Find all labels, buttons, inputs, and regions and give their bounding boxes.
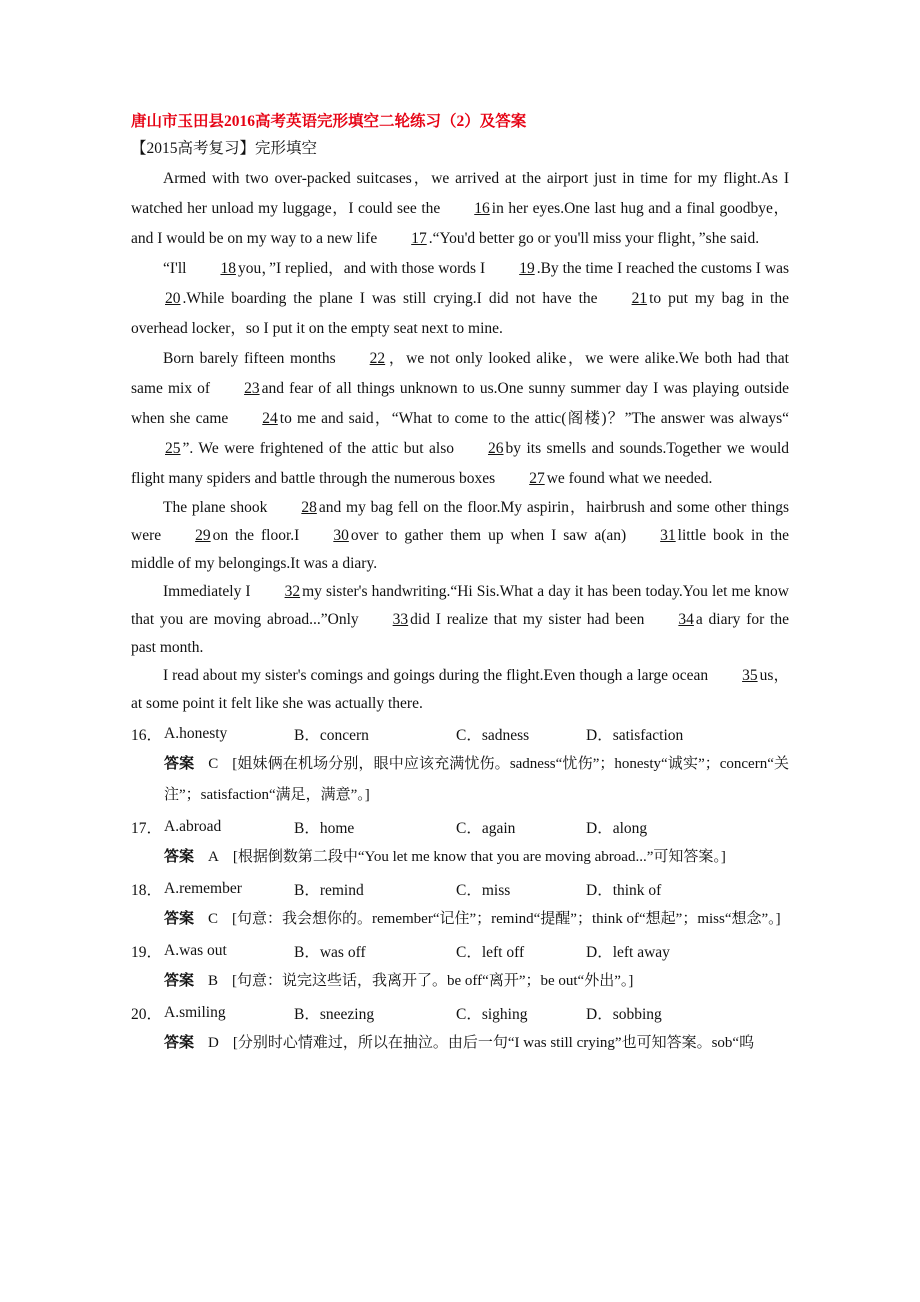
blank-30: 30 (333, 527, 349, 544)
passage-paragraph-1 (131, 164, 789, 254)
option-c: C．again (456, 819, 516, 837)
option-b: B．sneezing (294, 1005, 375, 1023)
blank-35: 35 (742, 667, 758, 684)
passage-text: my sister's handwriting.“Hi Sis.What a day it has been today.You let me know that you are moving abroad...”Only (131, 583, 789, 628)
blank-22: 22 (369, 350, 386, 367)
passage-text: ，we not only looked alike，we were alike.We both had that same mix of (131, 350, 789, 397)
blank-25: 25 (165, 440, 181, 457)
option-c: C．left off (456, 943, 525, 961)
option-a: A.smiling (164, 1003, 226, 1021)
passage-text: Born barely fifteen months (163, 350, 336, 367)
option-c: C．sighing (456, 1005, 528, 1023)
answer-label: 答案 (164, 756, 195, 772)
answer-explanation: [句意：说完这些话，我离开了。be off“离开”；be out“外出”。] (232, 973, 634, 989)
option-a: A.remember (164, 879, 242, 897)
blank-34: 34 (678, 611, 694, 628)
answer-explanation: [根据倒数第二段中“You let me know that you are moving abroad...”可知答案。] (232, 849, 726, 865)
passage-text: and my bag fell on the floor.My aspirin，hairbrush and some other things were (131, 499, 790, 544)
passage-text: us，at some point it felt like she was actually there. (131, 667, 789, 712)
blank-31: 31 (660, 527, 676, 544)
answer-key: D (208, 1035, 219, 1051)
blank-18: 18 (220, 260, 236, 277)
answer-key: A (208, 849, 219, 865)
passage-text: Immediately I (163, 583, 251, 600)
answer-key: B (208, 973, 219, 989)
blank-26: 26 (488, 440, 504, 457)
option-b: B．was off (294, 943, 366, 961)
option-b: B．remind (294, 881, 364, 899)
option-d: D．sobbing (586, 1005, 662, 1023)
question-number: 19． (131, 943, 163, 961)
passage-text: The plane shook (163, 499, 268, 516)
blank-21: 21 (631, 290, 648, 307)
passage-text: in her eyes.One last hug and a final goodbye，and I would be on my way to a new life (131, 200, 789, 247)
passage-text: we found what we needed. (546, 470, 713, 487)
blank-27: 27 (529, 470, 545, 487)
passage-text: to put my bag in the overhead locker，so I put it on the empty seat next to mine. (131, 290, 789, 337)
option-b: B．home (294, 819, 355, 837)
passage-paragraph-3 (131, 344, 789, 494)
blank-32: 32 (284, 583, 301, 600)
passage-text: and fear of all things unknown to us.One sunny summer day I was playing outside when she came (131, 380, 789, 427)
answer-block (131, 966, 789, 997)
question-row (131, 997, 789, 1028)
passage-paragraph-5 (131, 578, 789, 662)
question-row (131, 811, 789, 842)
option-c: C．sadness (456, 726, 530, 744)
question-number: 16． (131, 726, 163, 744)
passage-text: .“You'd better go or you'll miss your flight，”she said. (428, 230, 760, 247)
passage-paragraph-6 (131, 662, 789, 718)
answer-key: C (208, 756, 219, 772)
passage-paragraph-4 (131, 494, 789, 578)
option-a: A.abroad (164, 817, 222, 835)
blank-24: 24 (262, 410, 278, 427)
option-a: A.honesty (164, 724, 228, 742)
blank-17: 17 (411, 230, 427, 247)
question-row (131, 935, 789, 966)
passage-text: ”. We were frightened of the attic but also (182, 440, 454, 457)
answer-block (131, 904, 789, 935)
answer-explanation: [句意：我会想你的。remember“记住”；remind“提醒”；think of“想起”；miss“想念”。] (232, 911, 781, 927)
answer-block (131, 842, 789, 873)
blank-20: 20 (165, 290, 181, 307)
passage-text: Armed with two over-packed suitcases，we arrived at the airport just in time for my flight.As I watched her unload my luggage，I could see the (131, 170, 789, 217)
passage-text: did I realize that my sister had been (410, 611, 645, 628)
option-d: D．satisfaction (586, 726, 684, 744)
answer-label: 答案 (164, 973, 195, 989)
question-row (131, 718, 789, 749)
document-page (131, 110, 789, 1059)
passage-text: “I'll (163, 260, 187, 277)
answer-explanation: [分别时心情难过，所以在抽泣。由后一句“I was still crying”也可知答案。sob“呜 (232, 1035, 755, 1051)
passage-text: over to gather them up when I saw a(an) (350, 527, 627, 544)
document-subtitle: 【2015高考复习】完形填空 (131, 140, 318, 157)
passage-text: on the floor.I (212, 527, 300, 544)
passage-text: by its smells and sounds.Together we would flight many spiders and battle through the numerous boxes (131, 440, 789, 487)
question-row (131, 873, 789, 904)
option-c: C．miss (456, 881, 511, 899)
passage-paragraph-2 (131, 254, 789, 344)
option-a: A.was out (164, 941, 227, 959)
answer-label: 答案 (164, 849, 195, 865)
option-d: D．left away (586, 943, 670, 961)
blank-19: 19 (519, 260, 535, 277)
option-d: D．think of (586, 881, 662, 899)
question-number: 18． (131, 881, 163, 899)
passage-text: I read about my sister's comings and goings during the flight.Even though a large ocean (163, 667, 709, 684)
passage-text: a diary for the past month. (131, 611, 789, 656)
passage-text: to me and said，“What to come to the attic(阁楼)？”The answer was always“ (279, 410, 789, 427)
answer-block (131, 749, 789, 811)
passage-text: little book in the middle of my belongings.It was a diary. (131, 527, 790, 572)
question-number: 17． (131, 819, 163, 837)
answer-label: 答案 (164, 911, 195, 927)
passage-text: .By the time I reached the customs I was (536, 260, 789, 277)
answer-label: 答案 (164, 1035, 195, 1051)
blank-29: 29 (195, 527, 211, 544)
passage-text: you，”I replied，and with those words I (237, 260, 486, 277)
answer-key: C (208, 911, 219, 927)
blank-16: 16 (474, 200, 490, 217)
passage-text: .While boarding the plane I was still crying.I did not have the (182, 290, 598, 307)
answer-explanation: [姐妹俩在机场分别，眼中应该充满忧伤。sadness“忧伤”；honesty“诚实”；concern“关注”；satisfaction“满足，满意”。] (164, 756, 789, 803)
blank-28: 28 (301, 499, 317, 516)
document-title: 唐山市玉田县2016高考英语完形填空二轮练习（2）及答案 (131, 113, 527, 130)
answer-block (131, 1028, 789, 1059)
option-d: D．along (586, 819, 648, 837)
blank-33: 33 (392, 611, 409, 628)
question-number: 20． (131, 1005, 163, 1023)
option-b: B．concern (294, 726, 369, 744)
blank-23: 23 (244, 380, 260, 397)
